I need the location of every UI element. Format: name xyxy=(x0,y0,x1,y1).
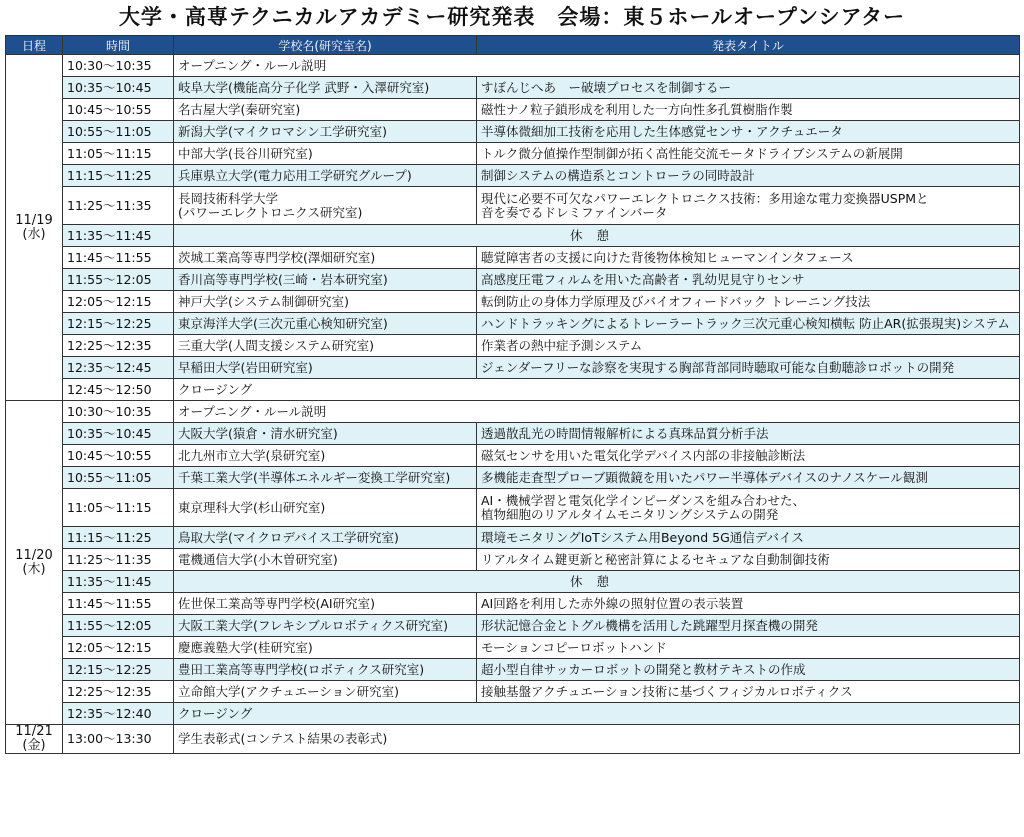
table-row xyxy=(6,527,1020,549)
topic-title: 超小型自律サッカーロボットの開発と教材テキストの作成 xyxy=(481,661,806,677)
school-name: 香川高等専門学校(三崎・岩本研究室) xyxy=(178,271,388,287)
school-cell xyxy=(174,165,477,187)
school-name: 北九州市立大学(泉研究室) xyxy=(178,447,326,463)
table-row xyxy=(6,615,1020,637)
time-cell: 11:25～11:35 xyxy=(63,187,174,225)
table-row xyxy=(6,225,1020,247)
table-row xyxy=(6,571,1020,593)
school-name: 電機通信大学(小木曽研究室) xyxy=(178,551,338,567)
school-name: 名古屋大学(秦研究室) xyxy=(178,101,301,117)
topic-cell xyxy=(477,593,1020,615)
school-cell xyxy=(174,659,477,681)
school-cell xyxy=(174,77,477,99)
topic-cell xyxy=(477,489,1020,527)
topic-cell xyxy=(477,467,1020,489)
event-cell: オープニング・ルール説明 xyxy=(174,401,1020,423)
table-row xyxy=(6,165,1020,187)
school-name: 新潟大学(マイクロマシン工学研究室) xyxy=(178,123,387,139)
school-name: 早稲田大学(岩田研究室) xyxy=(178,359,313,375)
table-row xyxy=(6,247,1020,269)
table-row xyxy=(6,659,1020,681)
school-name: 大阪工業大学(フレキシブルロボティクス研究室) xyxy=(178,617,449,633)
school-name: 三重大学(人間支援システム研究室) xyxy=(178,337,375,353)
school-name: 大阪大学(猿倉・清水研究室) xyxy=(178,425,338,441)
table-row xyxy=(6,593,1020,615)
day-cell xyxy=(6,725,63,754)
school-name: 茨城工業高等専門学校(澤畑研究室) xyxy=(178,249,376,265)
time-cell: 12:35～12:45 xyxy=(63,357,174,379)
break-cell: 休憩 xyxy=(174,571,1020,593)
topic-cell xyxy=(477,77,1020,99)
topic-cell xyxy=(477,313,1020,335)
event-cell: クロージング xyxy=(174,379,1020,401)
school-name: 鳥取大学(マイクロデバイス工学研究室) xyxy=(178,529,399,545)
time-cell: 11:45～11:55 xyxy=(63,593,174,615)
time-cell: 12:05～12:15 xyxy=(63,291,174,313)
table-row xyxy=(6,467,1020,489)
school-cell xyxy=(174,681,477,703)
school-cell xyxy=(174,121,477,143)
topic-title: 形状記憶合金とトグル機構を活用した跳躍型月探査機の開発 xyxy=(481,617,818,633)
time-cell: 12:15～12:25 xyxy=(63,313,174,335)
topic-title: 多機能走査型プローブ顕微鏡を用いたパワー半導体デバイスのナノスケール観測 xyxy=(481,469,928,485)
topic-cell xyxy=(477,269,1020,291)
schedule-table xyxy=(5,35,1020,754)
topic-title: 半導体微細加工技術を応用した生体感覚センサ・アクチュエータ xyxy=(481,123,843,139)
time-cell: 11:25～11:35 xyxy=(63,549,174,571)
topic-cell xyxy=(477,335,1020,357)
topic-cell xyxy=(477,247,1020,269)
day-label: 11/21 xyxy=(15,724,53,739)
time-cell: 11:55～12:05 xyxy=(63,269,174,291)
school-name: 千葉工業大学(半導体エネルギー変換工学研究室) xyxy=(178,469,451,485)
time-cell: 10:35～10:45 xyxy=(63,423,174,445)
topic-title: モーションコピーロボットハンド xyxy=(481,639,667,655)
time-cell: 11:35～11:45 xyxy=(63,225,174,247)
school-name: 神戸大学(システム制御研究室) xyxy=(178,293,350,309)
day-label-line2: (水) xyxy=(22,226,46,242)
time-cell: 10:55～11:05 xyxy=(63,467,174,489)
time-cell: 10:30～10:35 xyxy=(63,55,174,77)
table-row xyxy=(6,549,1020,571)
header-day: 日程 xyxy=(6,36,63,55)
topic-title: 高感度圧電フィルムを用いた高齢者・乳幼児見守りセンサ xyxy=(481,271,805,287)
time-cell: 11:55～12:05 xyxy=(63,615,174,637)
event-cell: 学生表彰式(コンテスト結果の表彰式) xyxy=(174,725,1020,754)
school-name: 長岡技術科学大学 xyxy=(178,190,279,206)
school-name-line2: (パワーエレクトロニクス研究室) xyxy=(178,204,363,220)
event-cell: クロージング xyxy=(174,703,1020,725)
topic-title: ハンドトラッキングによるトレーラートラック三次元重心検知横転 防止AR(拡張現実)システム xyxy=(481,315,1010,331)
topic-title: リアルタイム鍵更新と秘密計算によるセキュアな自動制御技術 xyxy=(481,551,830,567)
topic-title: すぼんじへあ ー破壊プロセスを制御するー xyxy=(481,79,732,95)
topic-title: 聴覚障害者の支援に向けた背後物体検知ヒューマンインタフェース xyxy=(481,249,854,265)
topic-cell xyxy=(477,357,1020,379)
school-cell xyxy=(174,247,477,269)
topic-title: 磁性ナノ粒子鎖形成を利用した一方向性多孔質樹脂作製 xyxy=(481,101,793,117)
day-label-line2: (金) xyxy=(22,738,46,753)
school-name: 豊田工業高等専門学校(ロボティクス研究室) xyxy=(178,661,425,677)
school-cell xyxy=(174,187,477,225)
school-cell xyxy=(174,615,477,637)
day-label-line2: (木) xyxy=(22,561,46,577)
topic-cell xyxy=(477,681,1020,703)
topic-cell xyxy=(477,637,1020,659)
topic-title: 現代に必要不可欠なパワーエレクトロニクス技術：多用途な電力変換器USPMと xyxy=(481,190,929,206)
table-row xyxy=(6,187,1020,225)
topic-title: AI・機械学習と電気化学インピーダンスを組み合わせた、 xyxy=(481,492,805,508)
time-cell: 12:25～12:35 xyxy=(63,681,174,703)
school-cell xyxy=(174,549,477,571)
school-cell xyxy=(174,291,477,313)
topic-title: 磁気センサを用いた電気化学デバイス内部の非接触診断法 xyxy=(481,447,806,463)
schedule-body xyxy=(6,55,1020,754)
topic-title: 転倒防止の身体力学原理及びバイオフィードバック トレーニング技法 xyxy=(481,293,871,309)
time-cell: 11:05～11:15 xyxy=(63,143,174,165)
school-name: 佐世保工業高等専門学校(AI研究室) xyxy=(178,595,375,611)
table-row xyxy=(6,143,1020,165)
school-cell xyxy=(174,313,477,335)
table-row xyxy=(6,489,1020,527)
school-name: 中部大学(長谷川研究室) xyxy=(178,145,313,161)
table-row xyxy=(6,77,1020,99)
school-name: 東京海洋大学(三次元重心検知研究室) xyxy=(178,315,388,331)
school-cell xyxy=(174,637,477,659)
topic-cell xyxy=(477,143,1020,165)
time-cell: 11:45～11:55 xyxy=(63,247,174,269)
time-cell: 10:55～11:05 xyxy=(63,121,174,143)
table-row xyxy=(6,379,1020,401)
table-row xyxy=(6,55,1020,77)
topic-title-line2: 植物細胞のリアルタイムモニタリングシステムの開発 xyxy=(481,506,779,522)
school-name: 立命館大学(アクチュエーション研究室) xyxy=(178,683,400,699)
topic-cell xyxy=(477,423,1020,445)
school-cell xyxy=(174,527,477,549)
topic-cell xyxy=(477,527,1020,549)
topic-cell xyxy=(477,445,1020,467)
topic-title: 透過散乱光の時間情報解析による真珠品質分析手法 xyxy=(481,425,769,441)
time-cell: 11:15～11:25 xyxy=(63,527,174,549)
topic-cell xyxy=(477,187,1020,225)
school-cell xyxy=(174,489,477,527)
event-cell: オープニング・ルール説明 xyxy=(174,55,1020,77)
school-name: 岐阜大学(機能高分子化学 武野・入澤研究室) xyxy=(178,79,430,95)
time-cell: 10:30～10:35 xyxy=(63,401,174,423)
school-cell xyxy=(174,143,477,165)
topic-cell xyxy=(477,121,1020,143)
topic-cell xyxy=(477,615,1020,637)
time-cell: 12:25～12:35 xyxy=(63,335,174,357)
table-row xyxy=(6,423,1020,445)
time-cell: 11:35～11:45 xyxy=(63,571,174,593)
time-cell: 10:45～10:55 xyxy=(63,445,174,467)
topic-cell xyxy=(477,99,1020,121)
break-cell: 休憩 xyxy=(174,225,1020,247)
time-cell: 10:45～10:55 xyxy=(63,99,174,121)
school-cell xyxy=(174,593,477,615)
day-label: 11/20 xyxy=(15,547,53,563)
topic-cell xyxy=(477,549,1020,571)
page-title: 大学・高専テクニカルアカデミー研究発表 会場：東５ホールオープンシアター xyxy=(118,5,906,29)
table-row xyxy=(6,401,1020,423)
table-row xyxy=(6,313,1020,335)
table-row xyxy=(6,335,1020,357)
time-cell: 12:05～12:15 xyxy=(63,637,174,659)
table-row xyxy=(6,121,1020,143)
topic-title-line2: 音を奏でるドレミファインバータ xyxy=(481,204,668,220)
school-cell xyxy=(174,467,477,489)
school-cell xyxy=(174,269,477,291)
time-cell: 11:15～11:25 xyxy=(63,165,174,187)
time-cell: 12:45～12:50 xyxy=(63,379,174,401)
table-row xyxy=(6,357,1020,379)
header-row xyxy=(6,36,1020,55)
table-row xyxy=(6,637,1020,659)
day-cell xyxy=(6,55,63,401)
school-cell xyxy=(174,335,477,357)
table-row xyxy=(6,703,1020,725)
header-time: 時間 xyxy=(63,36,174,55)
time-cell: 12:15～12:25 xyxy=(63,659,174,681)
topic-cell xyxy=(477,291,1020,313)
day-cell xyxy=(6,401,63,725)
time-cell: 13:00～13:30 xyxy=(63,725,174,754)
school-cell xyxy=(174,357,477,379)
table-row xyxy=(6,99,1020,121)
header-school: 学校名(研究室名) xyxy=(174,36,477,55)
table-row xyxy=(6,291,1020,313)
time-cell: 12:35～12:40 xyxy=(63,703,174,725)
school-cell xyxy=(174,99,477,121)
day-label: 11/19 xyxy=(15,212,53,228)
table-row xyxy=(6,445,1020,467)
table-row xyxy=(6,725,1020,754)
table-row xyxy=(6,681,1020,703)
topic-title: ジェンダーフリーな診察を実現する胸部背部同時聴取可能な自動聴診ロボットの開発 xyxy=(481,359,955,375)
topic-title: 環境モニタリングIoTシステム用Beyond 5G通信デバイス xyxy=(481,529,804,545)
school-name: 兵庫県立大学(電力応用工学研究グループ) xyxy=(178,167,412,183)
topic-cell xyxy=(477,165,1020,187)
school-cell xyxy=(174,423,477,445)
table-row xyxy=(6,269,1020,291)
topic-title: 作業者の熱中症予測システム xyxy=(481,337,643,353)
school-name: 東京理科大学(杉山研究室) xyxy=(178,499,326,515)
topic-cell xyxy=(477,659,1020,681)
school-name: 慶應義塾大学(桂研究室) xyxy=(178,639,313,655)
time-cell: 11:05～11:15 xyxy=(63,489,174,527)
topic-title: 接触基盤アクチュエーション技術に基づくフィジカルロボティクス xyxy=(481,683,853,699)
topic-title: 制御システムの構造系とコントローラの同時設計 xyxy=(481,167,755,183)
header-topic: 発表タイトル xyxy=(477,36,1020,55)
topic-title: AI回路を利用した赤外線の照射位置の表示装置 xyxy=(481,595,744,611)
time-cell: 10:35～10:45 xyxy=(63,77,174,99)
topic-title: トルク微分値操作型制御が拓く高性能交流モータドライブシステムの新展開 xyxy=(481,145,903,161)
school-cell xyxy=(174,445,477,467)
